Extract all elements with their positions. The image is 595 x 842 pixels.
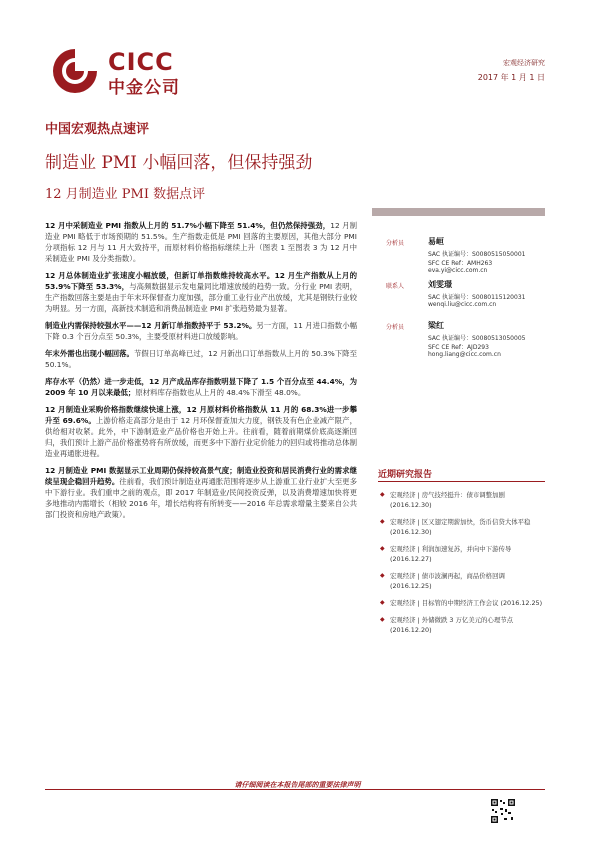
paragraph-body: 上游价格走高部分是由于 12 月环保督查加大力度，钢铁及有色企业减产限产，供给相对收紧。此外，中下游制造业产品价格也开始上升。往前看，随着前期煤价底高逐渐回归，我们预计上游产品价格涨势将有所放缓，而更多中下游行业定价能力的回归或将推动总体制造业再通胀进程。	[45, 416, 358, 458]
diamond-bullet-icon: ◆	[380, 599, 385, 606]
diamond-bullet-icon: ◆	[380, 518, 385, 525]
recent-report-date: (2016.12.25)	[390, 582, 432, 590]
recent-report-item[interactable]	[378, 490, 545, 510]
recent-report-title[interactable]: 宏观经济 | 债市波澜再起，商品价格回调	[390, 572, 505, 580]
analyst-name: 梁红	[428, 321, 444, 330]
recent-report-date: (2016.12.30)	[390, 501, 432, 509]
analyst-role: 分析员	[386, 240, 405, 247]
diamond-bullet-icon: ◆	[380, 491, 385, 498]
paragraph-body: 往前看，我们预计制造业再通胀范围将逐步从上游重工业行业扩大至更多中下游行业。我们重申之前的观点，即 2017 年制造业/民间投资反弹，以及消费增速加快将更多地推动内需增长（相较 2016 年，增长结构将有所转变——2016 年总需求增量主要来自公共部门投资和房地产政策）。	[45, 477, 357, 519]
paragraph-body: 原材料库存指数也从上月的 48.4%下滑至 48.0%。	[135, 388, 306, 397]
recent-report-item[interactable]	[378, 544, 545, 564]
logo-text-en: CICC	[108, 48, 174, 76]
paragraph	[45, 220, 357, 264]
analyst-role: 联系人	[386, 283, 405, 290]
section-title: 中国宏观热点速评	[45, 122, 150, 137]
recent-report-date: (2016.12.27)	[390, 555, 432, 563]
recent-report-date: (2016.12.20)	[390, 626, 432, 634]
analyst-name: 易峘	[428, 237, 444, 246]
diamond-bullet-icon: ◆	[380, 572, 385, 579]
paragraph-body: 节假日订单高峰已过，12 月新出口订单指数从上月的 50.3%下降至 50.1%。	[45, 349, 357, 369]
cicc-logo	[50, 46, 190, 96]
paragraph-lead: 库存水平（仍然）进一步走低，12 月产成品库存指数明显下降了 1.5 个百分点至 44.4%，为 2009 年 10 月以来最低；	[45, 377, 357, 397]
paragraph	[45, 465, 357, 520]
recent-report-item[interactable]	[378, 571, 545, 591]
qr-code-icon	[490, 798, 516, 824]
logo-text-cn: 中金公司	[108, 78, 180, 98]
analyst-email[interactable]: hong.liang@cicc.com.cn	[428, 351, 501, 358]
paragraph-body: 与高频数据显示发电量同比增速放缓的趋势一致。分行业 PMI 表明，生产指数回落主要是由于年末环保督查力度加强，部分重工业行业产出放缓，尤其是钢铁行业较为明显。另一方面，高新技术制造和消费品制造业 PMI 扩张趋势最为显著。	[45, 282, 357, 313]
recent-report-title[interactable]: 宏观经济 | 目标管的中期经济工作会议 (2016.12.25)	[390, 599, 543, 607]
analyst-sac: SAC 执证编号：S0080515050001	[428, 251, 526, 258]
cicc-logo-mark-icon	[50, 46, 100, 96]
analyst-sfc: SFC CE Ref：AJD293	[428, 344, 489, 351]
recent-report-date: (2016.12.30)	[390, 528, 432, 536]
paragraph-lead: 12 月制造业采购价格指数继续快速上涨，12 月原材料价格指数从 11 月的 68.3%进一步攀升至 69.6%。	[45, 405, 357, 425]
analyst-role: 分析员	[386, 324, 405, 331]
recent-report-title[interactable]: 宏观经济 | 外储微跌 3 万亿美元的心理节点	[390, 616, 513, 624]
analyst-card	[372, 322, 545, 372]
footer-divider	[45, 789, 545, 790]
analyst-email[interactable]: wenqi.liu@cicc.com.cn	[428, 301, 497, 308]
paragraph-lead: 12 月制造业 PMI 数据显示工业周期仍保持较高景气度；制造业投资和居民消费行业的需求继续呈现企稳回升趋势。	[45, 466, 357, 486]
recent-report-item[interactable]	[378, 615, 545, 635]
analyst-sac: SAC 执证编号：S0080115120031	[428, 294, 526, 301]
recent-report-title[interactable]: 宏观经济 | 区又翅定期薪加快，货币信贷大体平稳	[390, 518, 531, 526]
paragraph-lead: 年末外需也出现小幅回落。	[45, 349, 134, 358]
paragraph	[45, 376, 357, 398]
sidebar-header-bar	[372, 208, 545, 216]
diamond-bullet-icon: ◆	[380, 616, 385, 623]
paragraph	[45, 348, 357, 370]
analyst-email[interactable]: eva.yi@cicc.com.cn	[428, 267, 488, 274]
recent-reports-title: 近期研究报告	[378, 470, 433, 480]
recent-reports-list	[378, 490, 545, 642]
body-text	[45, 220, 357, 526]
paragraph-lead: 12 月总体制造业扩张速度小幅放缓，但新订单指数维持较高水平。12 月生产指数从上月的 53.9%下降至 53.3%，	[45, 271, 357, 291]
paragraph	[45, 320, 357, 342]
paragraph-body: 12 月制造业 PMI 略低于市场预期的 51.5%。生产指数走低是 PMI 回落的主要原因，其他大部分 PMI 分项指标 12 月与 11 月大致持平，而原材料价格指标继续上升（图表 1 至图表 3 为 12 月中采制造业 PMI 及分类指数）。	[45, 221, 357, 263]
sub-title: 12 月制造业 PMI 数据点评	[45, 187, 206, 202]
report-type: 宏观经济研究	[503, 59, 545, 67]
report-date: 2017 年 1 月 1 日	[477, 73, 545, 82]
analyst-sac: SAC 执证编号：S0080513050005	[428, 335, 526, 342]
legal-notice: 请仔细阅读在本报告尾部的重要法律声明	[234, 781, 361, 789]
recent-reports-divider	[378, 481, 545, 482]
diamond-bullet-icon: ◆	[380, 545, 385, 552]
recent-report-item[interactable]	[378, 598, 545, 608]
recent-report-item[interactable]	[378, 517, 545, 537]
recent-report-title[interactable]: 宏观经济 | 房气技经挺升：债市调整加剧	[390, 491, 505, 499]
analyst-name: 刘雯璟	[428, 280, 452, 289]
paragraph-lead: 制造业内需保持较强水平——12 月新订单指数持平于 53.2%。	[45, 321, 257, 330]
recent-report-title[interactable]: 宏观经济 | 利润加速复苏，并向中下游传导	[390, 545, 512, 553]
paragraph	[45, 270, 357, 314]
analyst-sfc: SFC CE Ref：AMH263	[428, 260, 493, 267]
paragraph	[45, 404, 357, 459]
paragraph-body: 另一方面，11 月进口指数小幅下降 0.3 个百分点至 50.3%，主要受原材料进口放缓影响。	[45, 321, 357, 341]
main-title: 制造业 PMI 小幅回落，但保持强劲	[45, 153, 313, 173]
paragraph-lead: 12 月中采制造业 PMI 指数从上月的 51.7%小幅下降至 51.4%，但仍然保持强劲，	[45, 221, 331, 230]
